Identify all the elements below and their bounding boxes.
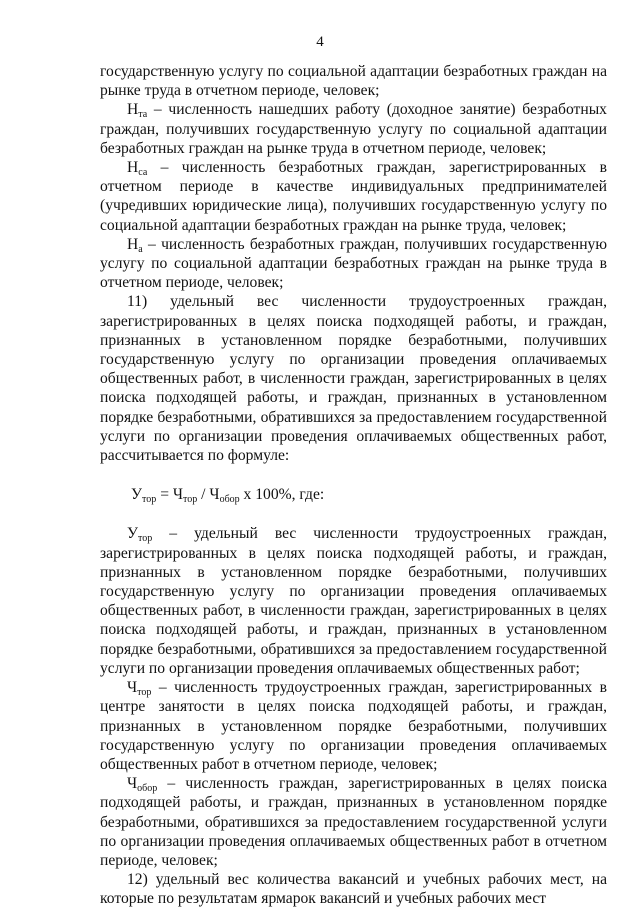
definition-u-tor — [100, 524, 607, 678]
paragraph-text: государственную услугу по социальной адаптации безработных граждан на рынке труда в отчетном периоде, человек; — [100, 63, 607, 100]
symbol-u-tor: $У_{тор}$ — [127, 525, 153, 545]
definition-n-ta — [100, 100, 607, 158]
definition-text: – численность безработных граждан, зарегистрированных в отчетном периоде в качестве индивидуальных предпринимателей (учредивших юридические лица), получивших государственную услугу по социальной адаптации безработных граждан на рынке труда, человек; — [100, 159, 607, 234]
symbol-n-ta: $Н_{та}$ — [127, 101, 148, 121]
symbol-n-sa: $Н_{са}$ — [127, 159, 148, 179]
item-11 — [100, 292, 607, 465]
item-12 — [100, 870, 607, 908]
symbol-ch-tor: $Ч_{тор}$ — [127, 679, 152, 699]
item-text: 11) удельный вес численности трудоустроенных граждан, зарегистрированных в целях поиска подходящей работы, и граждан, признанных в установленном порядке безработными, получивших государственную услугу по организации проведения оплачиваемых общественных работ, в численности граждан, зарегистрированных в целях поиска подходящей работы, и граждан, признанных в установленном порядке безработными, обратившихся за предоставлением государственной услуги по организации проведения оплачиваемых общественных работ, рассчитывается по формуле: — [100, 293, 607, 465]
item-text: 12) удельный вес количества вакансий и учебных рабочих мест, на которые по результатам ярмарок вакансий и учебных рабочих мест — [100, 871, 607, 908]
paragraph-continuation — [100, 62, 607, 100]
definition-text: – численность безработных граждан, получивших государственную услугу по социальной адаптации безработных граждан на рынке труда в отчетном периоде, человек; — [100, 235, 607, 292]
symbol-n-a: $Н_а$ — [127, 235, 143, 255]
definition-text: – численность трудоустроенных граждан, зарегистрированных в центре занятости в целях поиска подходящей работы, и граждан, признанных в установленном порядке безработными, получивших государственную услугу по организации проведения оплачиваемых общественных работ в отчетном периоде, человек; — [100, 679, 608, 773]
definition-text: – численность граждан, зарегистрированных в целях поиска подходящей работы, и граждан, признанных в установленном порядке безработными, обратившихся за предоставлением государственной услуги по организации проведения оплачиваемых общественных работ в отчетном периоде, человек; — [100, 775, 607, 869]
definition-ch-obor — [100, 774, 607, 870]
page-number: 4 — [316, 34, 324, 50]
symbol-ch-obor: $Ч_{обор}$ — [127, 775, 158, 795]
formula: $У_{тор} = Ч_{тор} / Ч_{обор}$ х 100%, где: — [131, 486, 325, 506]
definition-n-sa — [100, 158, 607, 235]
definition-text: – численность нашедших работу (доходное занятие) безработных граждан, получивших государственную услугу по социальной адаптации безработных граждан на рынке труда в отчетном периоде, человек; — [100, 101, 607, 157]
definition-n-a — [100, 235, 607, 293]
definition-ch-tor — [100, 678, 607, 774]
definition-text: – удельный вес численности трудоустроенных граждан, зарегистрированных в целях поиска подходящей работы, и граждан, признанных в установленном порядке безработными, получивших государственную услугу по организации проведения оплачиваемых общественных работ, в численности граждан, зарегистрированных в целях поиска подходящей работы, и граждан, признанных в установленном порядке безработными, обратившихся за предоставлением государственной услуги по организации проведения оплачиваемых общественных работ; — [100, 525, 607, 677]
page-body — [100, 62, 607, 909]
